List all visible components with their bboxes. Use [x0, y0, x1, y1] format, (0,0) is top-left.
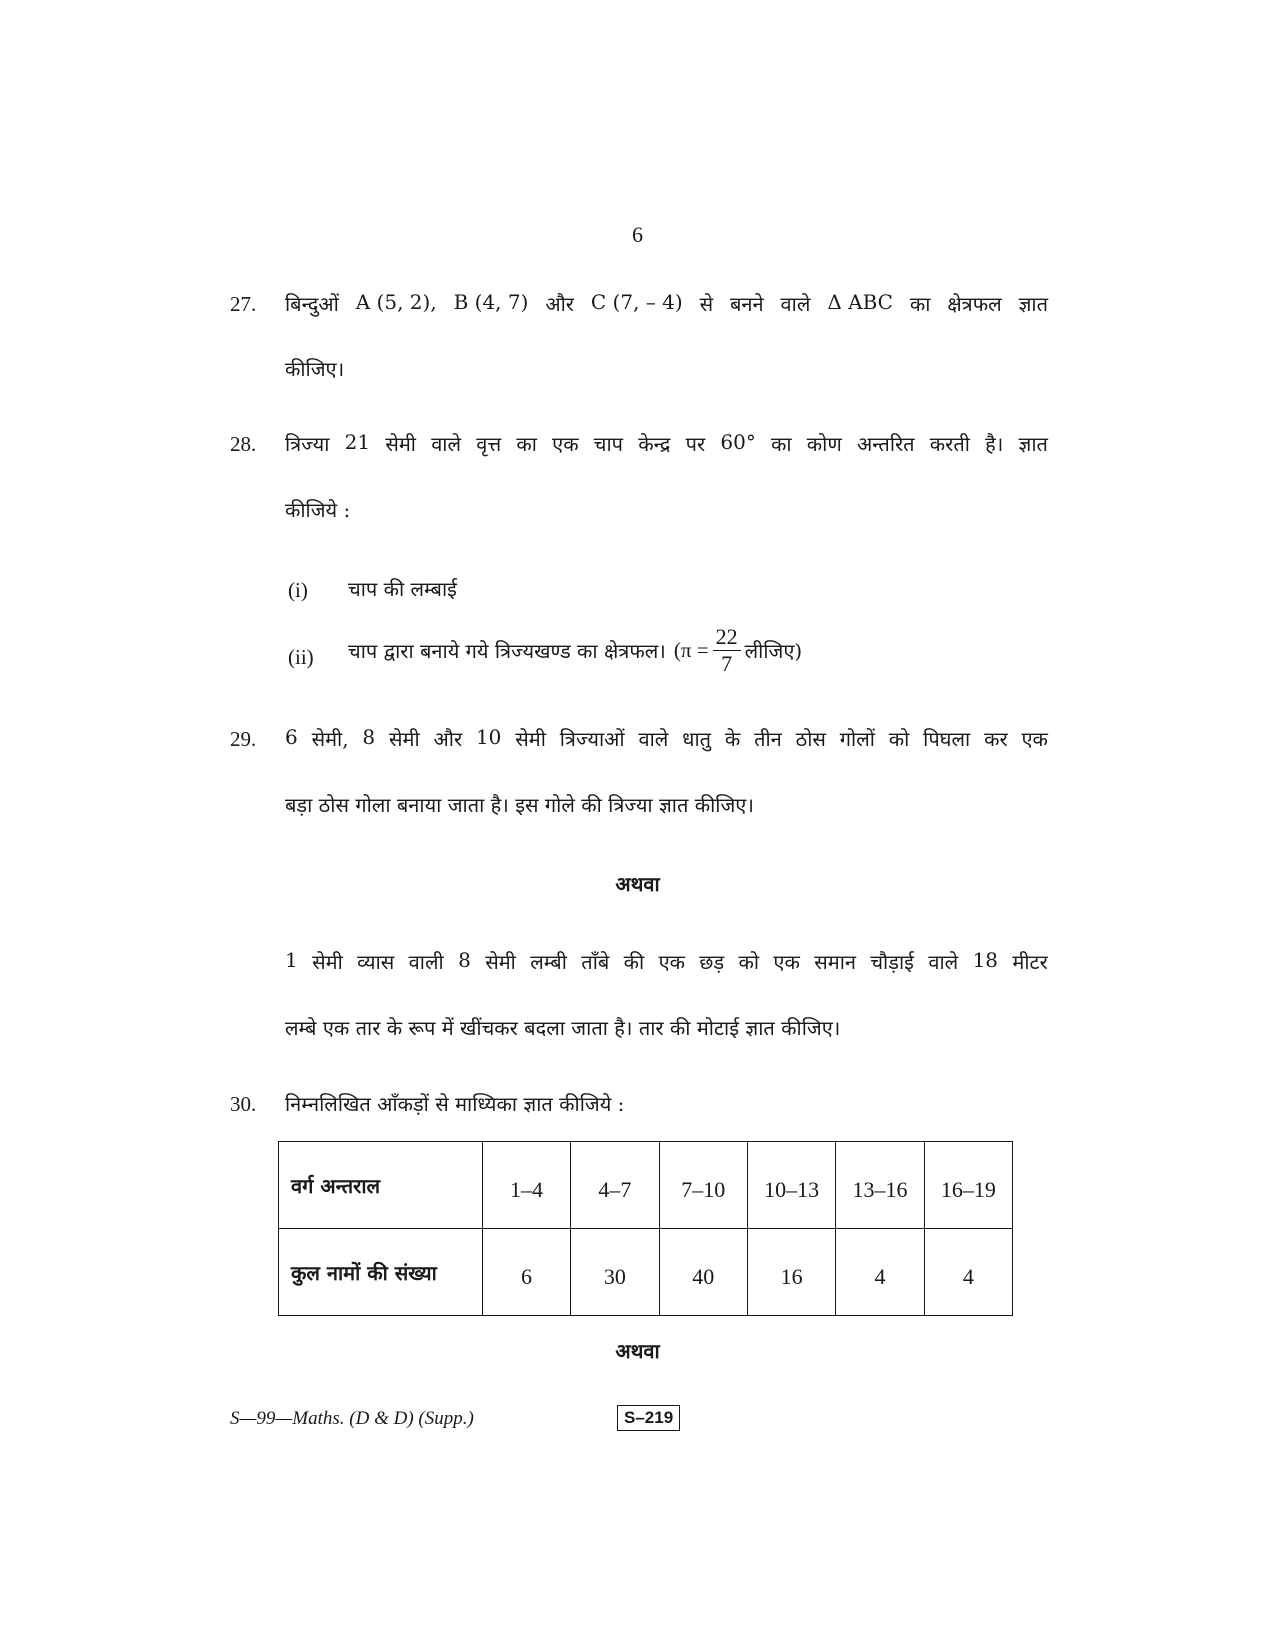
- question-27-line1: [285, 290, 1048, 317]
- question-30-text: निम्नलिखित आँकड़ों से माध्यिका ज्ञात कीजिये :: [285, 1092, 625, 1116]
- q27-word: और: [545, 292, 574, 316]
- frequency-table: [278, 1141, 1013, 1316]
- q29-word: वाले: [638, 727, 669, 751]
- q29-word: त्रिज्याओं: [559, 727, 625, 751]
- q29-alt-word: सेमी: [485, 950, 516, 974]
- table-cell: 30: [571, 1229, 659, 1316]
- q29-alt-word: की: [623, 950, 645, 974]
- q29-word: एक: [1021, 727, 1048, 751]
- table-cell: 6: [482, 1229, 570, 1316]
- q29-alt-word: वाले: [928, 950, 959, 974]
- table-row-header: वर्ग अन्तराल: [279, 1142, 483, 1229]
- q29-word: और: [433, 727, 463, 751]
- q29-alt-word: वाली: [408, 950, 444, 974]
- question-29-alt-line2: लम्बे एक तार के रूप में खींचकर बदला जाता है। तार की मोटाई ज्ञात कीजिए।: [285, 1016, 841, 1040]
- q29-word: सेमी: [388, 727, 420, 751]
- q28-word: अन्तरित: [856, 432, 915, 456]
- q29-alt-word: 1: [285, 948, 298, 972]
- table-cell: 10–13: [747, 1142, 835, 1229]
- q29-word: 10: [475, 725, 502, 749]
- q28-sub-ii-text-line: [348, 624, 802, 677]
- q29-alt-word: छड़: [699, 950, 725, 974]
- or-label: अथवा: [615, 1339, 660, 1363]
- q28-word: पर: [685, 432, 706, 456]
- q28-word: सेमी: [385, 432, 416, 456]
- table-cell: 40: [659, 1229, 747, 1316]
- q28-word: का: [771, 432, 792, 456]
- q27-point-a: A (5, 2),: [355, 290, 437, 314]
- q29-word: सेमी: [515, 727, 546, 751]
- table-cell: 16–19: [924, 1142, 1012, 1229]
- page-number: 6: [632, 222, 643, 247]
- q29-alt-word: एक: [658, 950, 686, 974]
- q29-alt-word: 8: [458, 948, 471, 972]
- q29-alt-word: 18: [972, 948, 999, 972]
- q28-sub-ii-label: (ii): [288, 645, 314, 669]
- q28-pi-label: (π =: [673, 638, 709, 662]
- q28-sub-ii-text: चाप द्वारा बनाये गये त्रिज्यखण्ड का क्षेत्रफल।: [348, 639, 666, 663]
- q28-word: एक: [552, 432, 579, 456]
- q27-word: क्षेत्रफल: [947, 292, 1002, 316]
- table-row: [279, 1229, 1013, 1316]
- question-29-line2: बड़ा ठोस गोला बनाया जाता है। इस गोले की त्रिज्या ज्ञात कीजिए।: [285, 793, 754, 817]
- q29-word: के: [724, 727, 741, 751]
- q27-word: से: [699, 292, 714, 316]
- q29-word: सेमी,: [311, 727, 349, 751]
- question-28-line1: [285, 430, 1048, 457]
- q29-alt-word: सेमी: [312, 950, 343, 974]
- table-cell: 4–7: [571, 1142, 659, 1229]
- q28-word: कोण: [806, 432, 842, 456]
- footer-paper-code: S—99—Maths. (D & D) (Supp.): [230, 1408, 474, 1429]
- q28-word: त्रिज्या: [285, 432, 330, 456]
- q29-word: कर: [984, 727, 1008, 751]
- question-29-line1: [285, 725, 1048, 752]
- question-27-number: 27.: [230, 292, 257, 316]
- q29-alt-word: मीटर: [1012, 950, 1048, 974]
- q27-triangle: Δ ABC: [827, 290, 893, 314]
- q29-word: तीन: [754, 727, 782, 751]
- table-cell: 4: [836, 1229, 924, 1316]
- q28-word: चाप: [593, 432, 624, 456]
- fraction-denominator: 7: [721, 651, 733, 676]
- q28-sub-ii-tail: लीजिए): [744, 639, 803, 663]
- q27-point-b: B (4, 7): [453, 290, 529, 314]
- q28-sub-i-label: (i): [288, 578, 308, 602]
- table-cell: 13–16: [836, 1142, 924, 1229]
- table-cell: 7–10: [659, 1142, 747, 1229]
- table-cell: 16: [747, 1229, 835, 1316]
- q27-word: का: [909, 292, 931, 316]
- q27-word: वाले: [780, 292, 811, 316]
- q28-word: है।: [985, 432, 1004, 456]
- q29-alt-word: समान: [814, 950, 856, 974]
- footer-set-code: S–219: [617, 1405, 680, 1431]
- table-cell: 1–4: [482, 1142, 570, 1229]
- question-28-number: 28.: [230, 432, 257, 456]
- q28-word: वाले: [431, 432, 462, 456]
- q29-word: ठोस: [795, 727, 826, 751]
- q29-alt-word: चौड़ाई: [870, 950, 914, 974]
- q28-angle: 60°: [720, 430, 756, 454]
- q27-word: ज्ञात: [1018, 292, 1048, 316]
- q27-word: बनने: [730, 292, 764, 316]
- q29-alt-word: को: [738, 950, 760, 974]
- q29-alt-word: एक: [773, 950, 800, 974]
- question-29-number: 29.: [230, 727, 257, 751]
- q28-word: का: [516, 432, 537, 456]
- table-row-header: कुल नामों की संख्या: [279, 1229, 483, 1316]
- q29-alt-word: ताँबे: [581, 950, 610, 974]
- q28-word: करती: [929, 432, 970, 456]
- question-28-line2: कीजिये :: [285, 498, 351, 522]
- q29-word: गोलों: [839, 727, 875, 751]
- q28-pi-fraction: [713, 624, 741, 677]
- question-29-alt-line1: [285, 948, 1048, 975]
- q29-word: धातु: [682, 727, 712, 751]
- q29-word: को: [888, 727, 910, 751]
- q29-word: 6: [285, 725, 298, 749]
- q28-word: वृत्त: [476, 432, 502, 456]
- question-27-line2: कीजिए।: [285, 357, 345, 381]
- q28-word: केन्द्र: [638, 432, 671, 456]
- q28-sub-i-text: चाप की लम्बाई: [348, 577, 457, 601]
- q29-word: 8: [362, 725, 376, 749]
- table-row: [279, 1142, 1013, 1229]
- q29-word: पिघला: [923, 727, 971, 751]
- q28-word: ज्ञात: [1018, 432, 1048, 456]
- or-label: अथवा: [615, 872, 660, 896]
- q27-point-c: C (7, – 4): [590, 290, 683, 314]
- question-30-number: 30.: [230, 1092, 257, 1116]
- q29-alt-word: व्यास: [357, 950, 395, 974]
- q29-alt-word: लम्बी: [530, 950, 567, 974]
- fraction-numerator: 22: [713, 624, 741, 651]
- q27-word: बिन्दुओं: [285, 292, 339, 316]
- table-cell: 4: [924, 1229, 1012, 1316]
- q28-word: 21: [344, 430, 371, 454]
